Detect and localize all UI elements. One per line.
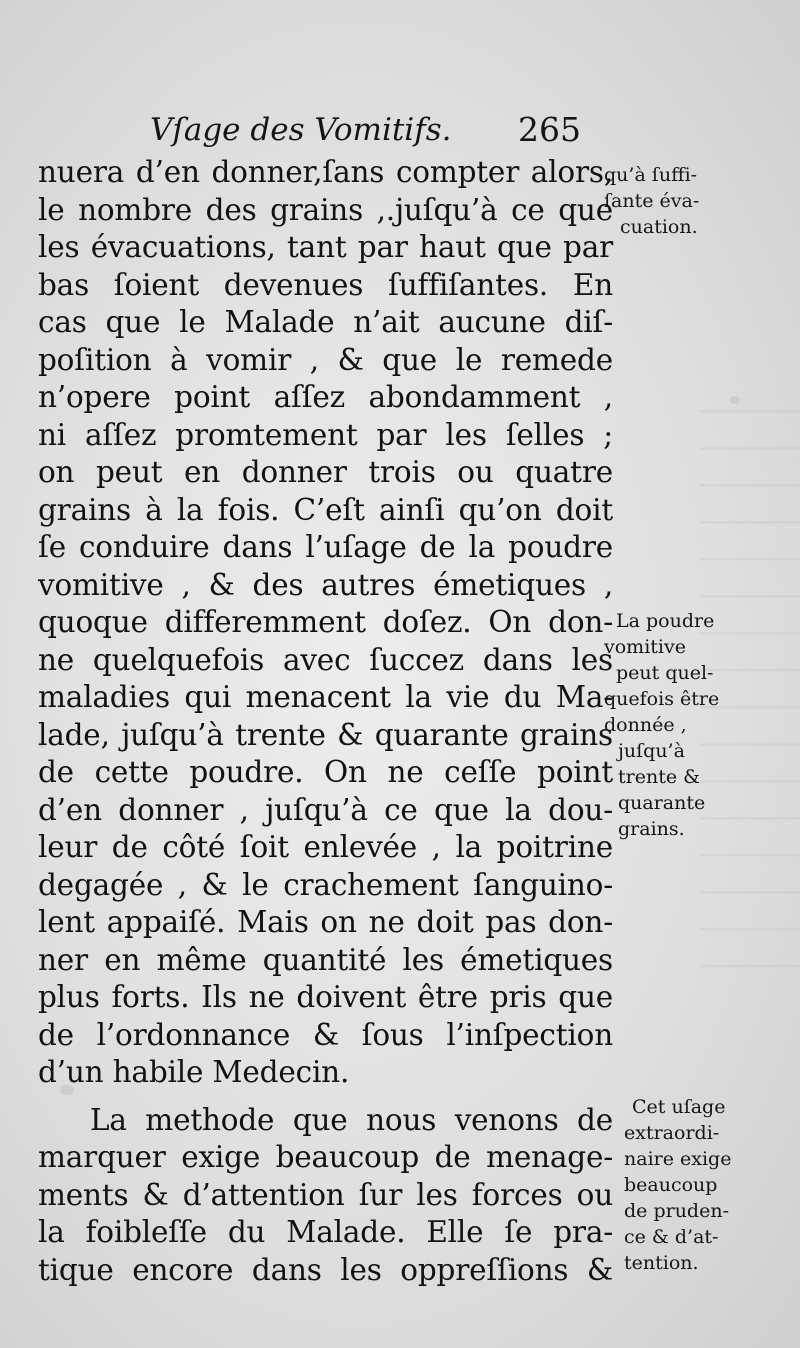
text-line: nuera d’en donner,ſans compter alors, — [38, 155, 613, 189]
text-line: cas que le Malade n’ait aucune diſ- — [38, 305, 613, 339]
margin-note-line: Cet uſage — [632, 1096, 726, 1118]
text-line: n’opere point aſſez abondamment , — [38, 380, 613, 414]
text-line: poſition à vomir , & que le remede — [38, 342, 613, 377]
margin-note-line: La poudre — [616, 610, 715, 632]
margin-note-line: peut quel- — [616, 662, 714, 684]
text-line: lade, juſqu’à trente & quarante grains — [38, 717, 613, 752]
margin-note-line: qu’à ſuffi- — [604, 164, 698, 186]
margin-note-line: quarante — [618, 792, 706, 814]
margin-note-line: ſante éva- — [604, 190, 700, 212]
text-line: d’un habile Medecin. — [38, 1055, 350, 1089]
margin-note-line: quefois être — [604, 688, 720, 710]
text-line: de cette poudre. On ne ceſſe point — [38, 755, 613, 789]
text-line: tique encore dans les oppreſſions & — [38, 1252, 613, 1287]
margin-note-line: vomitive — [604, 636, 686, 658]
margin-note-line: cuation. — [620, 216, 698, 238]
running-head-title: Vſage des Vomitifs. — [150, 112, 452, 148]
text-line: degagée , & le crachement ſanguino- — [38, 867, 613, 902]
margin-note-line: beaucoup — [624, 1174, 718, 1196]
paragraph-gap — [38, 1092, 613, 1102]
text-line: bas ſoient devenues ſuffiſantes. En — [38, 267, 613, 302]
text-line: plus forts. Ils ne doivent être pris que — [38, 980, 613, 1014]
margin-note-sufficient-evacuation — [604, 162, 774, 240]
text-line: marquer exige beaucoup de menage- — [38, 1140, 613, 1174]
margin-note-line: de pruden- — [624, 1200, 729, 1222]
text-line: ments & d’attention ſur les forces ou — [38, 1177, 613, 1212]
text-line: d’en donner , juſqu’à ce que la dou- — [38, 792, 613, 827]
text-line: ſe conduire dans l’uſage de la poudre — [38, 530, 613, 564]
text-line: le nombre des grains ,.juſqu’à ce que — [38, 192, 613, 227]
margin-note-line: extraordi- — [624, 1122, 720, 1144]
text-line: ne quelquefois avec ſuccez dans les — [38, 642, 613, 677]
page-number: 265 — [518, 110, 581, 149]
text-line: grains à la fois. C’eſt ainſi qu’on doit — [38, 492, 613, 527]
margin-note-vomitive-powder — [604, 608, 774, 842]
text-line: leur de côté ſoit enlevée , la poitrine — [38, 830, 613, 864]
text-line: la foibleſſe du Malade. Elle ſe pra- — [38, 1215, 613, 1249]
text-line: lent appaiſé. Mais on ne doit pas don- — [38, 905, 613, 939]
margin-note-line: ce & d’at- — [624, 1226, 719, 1248]
running-head — [0, 112, 620, 156]
text-line: on peut en donner trois ou quatre — [38, 455, 613, 489]
main-text-column — [38, 154, 613, 1289]
text-line: ni aſſez promtement par les ſelles ; — [38, 417, 613, 452]
text-line: quoque differemment doſez. On don- — [38, 605, 613, 639]
text-line: maladies qui menacent la vie du Ma- — [38, 680, 613, 714]
margin-note-line: donnée , — [604, 714, 687, 736]
margin-note-line: grains. — [618, 818, 685, 840]
paper-stain — [730, 396, 740, 404]
margin-note-line: naire exige — [624, 1148, 732, 1170]
text-line: vomitive , & des autres émetiques , — [38, 567, 613, 602]
margin-note-line: trente & — [618, 766, 701, 788]
text-line: La methode que nous venons de — [90, 1102, 613, 1137]
margin-note-extraordinary-usage — [604, 1094, 774, 1276]
margin-note-line: juſqu’à — [618, 740, 685, 762]
text-line: de l’ordonnance & ſous l’inſpection — [38, 1017, 613, 1052]
text-line: les évacuations, tant par haut que par — [38, 230, 613, 264]
margin-note-line: tention. — [624, 1252, 699, 1274]
text-line: ner en même quantité les émetiques — [38, 942, 613, 977]
